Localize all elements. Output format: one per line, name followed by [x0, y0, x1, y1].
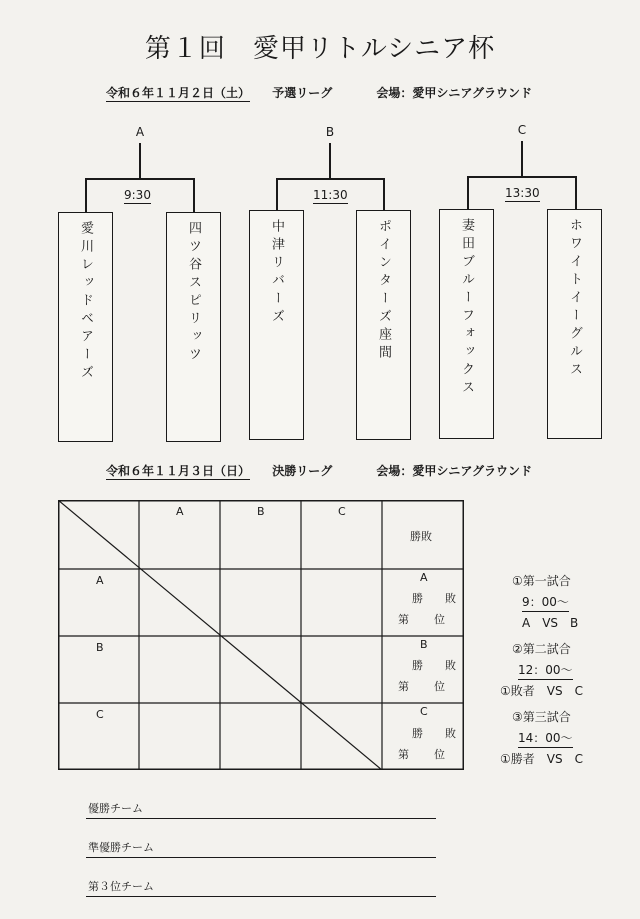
- result-row-label: A: [420, 571, 428, 584]
- team-box-tsumada: [439, 209, 494, 439]
- award-runner-up-line: [86, 857, 436, 858]
- team-name: 愛川レッドベアーズ: [78, 221, 93, 383]
- team-name: 中津リバーズ: [269, 219, 284, 327]
- team-name: ポインターズ座間: [376, 219, 391, 363]
- col-header-c: C: [338, 505, 346, 518]
- game-3-title: ③第三試合: [512, 710, 571, 724]
- award-champion-line: [86, 818, 436, 819]
- row-header-b: B: [96, 641, 104, 654]
- win-label: 勝: [412, 727, 423, 740]
- team-name: 四ツ谷スピリッツ: [186, 221, 201, 365]
- prelim-date: 令和６年１１月２日（土）: [106, 86, 251, 100]
- result-row-label: C: [420, 705, 428, 718]
- award-third-line: [86, 896, 436, 897]
- final-league-name: 決勝リーグ: [272, 464, 333, 478]
- final-date: 令和６年１１月３日（日）: [106, 464, 251, 478]
- group-a-label: A: [135, 125, 145, 139]
- team-box-yotsuya: [166, 212, 221, 442]
- col-header-b: B: [257, 505, 265, 518]
- team-name: 妻田ブルーフォックス: [459, 218, 474, 398]
- row-header-a: A: [96, 574, 104, 587]
- page-title: 第１回 愛甲リトルシニア杯: [144, 34, 496, 64]
- team-box-aikawa: [58, 212, 113, 442]
- final-venue: 会場：愛甲シニアグラウンド: [376, 464, 533, 478]
- game-1-time: 9：00～: [522, 593, 569, 612]
- rank-suffix: 位: [434, 613, 445, 626]
- group-c-label: C: [517, 123, 527, 137]
- group-b-time: 11:30: [313, 188, 348, 202]
- group-b-label: B: [325, 125, 335, 139]
- win-label: 勝: [412, 659, 423, 672]
- win-label: 勝: [412, 592, 423, 605]
- rank-label: 第: [398, 680, 409, 693]
- rank-label: 第: [398, 613, 409, 626]
- prelim-header: [106, 84, 532, 101]
- rank-suffix: 位: [434, 680, 445, 693]
- game-2-title: ②第二試合: [512, 642, 571, 656]
- game-3-matchup: ①勝者 VS C: [500, 752, 583, 766]
- group-a-time: 9:30: [124, 188, 151, 202]
- result-row-label: B: [420, 638, 428, 651]
- game-2-time: 12：00～: [518, 661, 573, 680]
- team-box-nakatsu: [249, 210, 304, 440]
- prelim-league-name: 予選リーグ: [272, 86, 333, 100]
- col-header-a: A: [176, 505, 184, 518]
- loss-label: 敗: [445, 592, 456, 605]
- game-2-matchup: ①敗者 VS C: [500, 684, 583, 698]
- row-header-c: C: [96, 708, 104, 721]
- team-name: ホワイトイーグルス: [567, 218, 582, 380]
- rank-suffix: 位: [434, 748, 445, 761]
- award-champion-label: 優勝チーム: [88, 802, 143, 815]
- final-header: [106, 462, 532, 479]
- group-c-time: 13:30: [505, 186, 540, 200]
- col-header-result: 勝敗: [410, 530, 432, 543]
- loss-label: 敗: [445, 727, 456, 740]
- prelim-venue: 会場：愛甲シニアグラウンド: [376, 86, 533, 100]
- award-third-label: 第３位チーム: [88, 880, 154, 893]
- rank-label: 第: [398, 748, 409, 761]
- table-grid: [58, 500, 464, 770]
- game-1-matchup: A VS B: [522, 616, 579, 630]
- award-runner-up-label: 準優勝チーム: [88, 841, 154, 854]
- team-box-pointers: [356, 210, 411, 440]
- team-box-white-eagles: [547, 209, 602, 439]
- loss-label: 敗: [445, 659, 456, 672]
- game-1-title: ①第一試合: [512, 574, 571, 588]
- game-3-time: 14：00～: [518, 729, 573, 748]
- round-robin-table: [58, 500, 464, 770]
